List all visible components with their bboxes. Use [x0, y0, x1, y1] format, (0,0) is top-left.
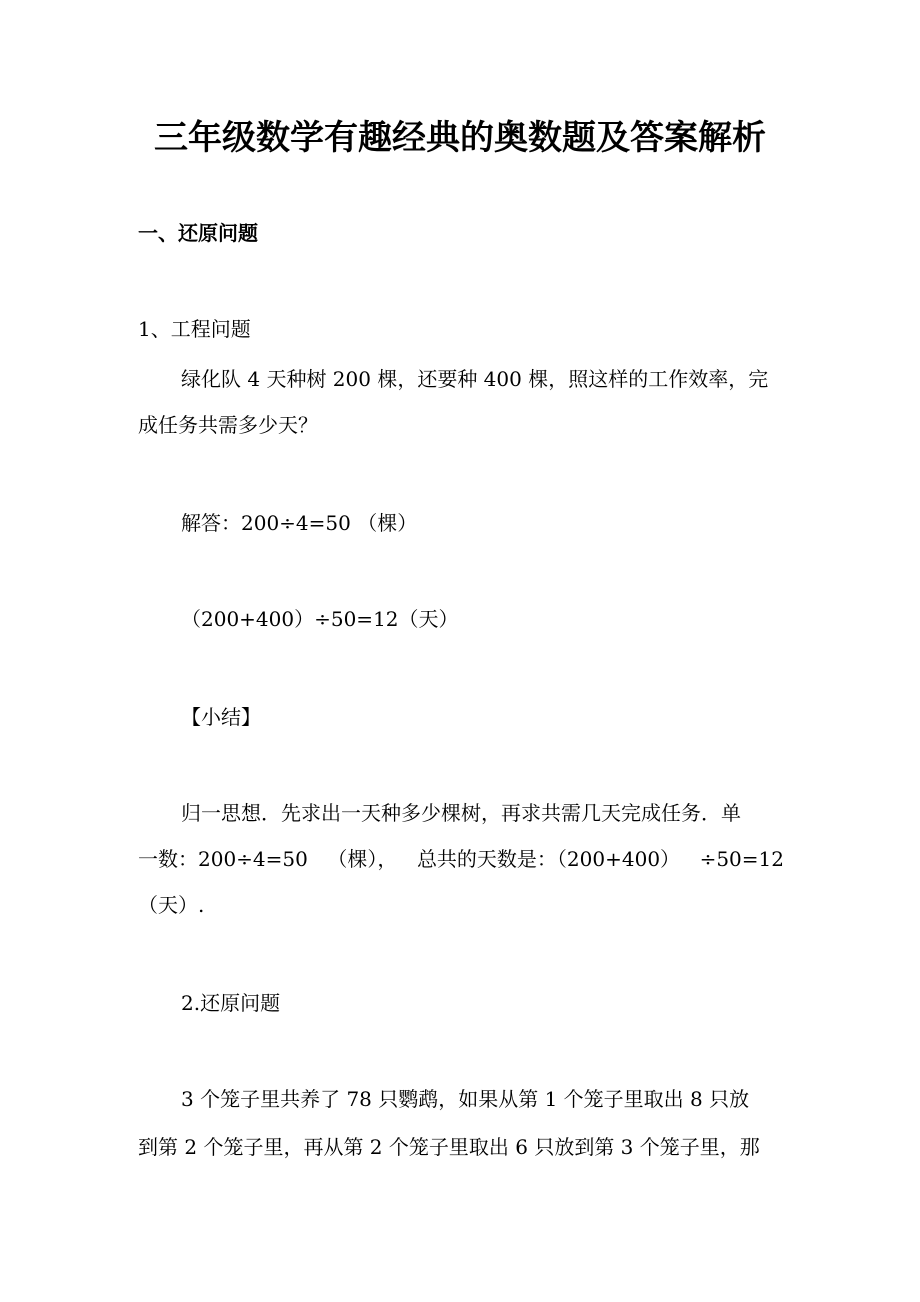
question-text-line: 成任务共需多少天？: [138, 413, 318, 437]
summary-segment: 一数：200÷4=50: [138, 847, 308, 871]
section-heading: 一、还原问题: [138, 221, 258, 245]
question-heading: 2.还原问题: [181, 991, 281, 1015]
document-title: 三年级数学有趣经典的奥数题及答案解析: [154, 118, 766, 158]
summary-label: 【小结】: [181, 705, 261, 729]
question-heading: 1、工程问题: [138, 317, 251, 341]
answer-line: （200+400）÷50=12（天）: [181, 607, 459, 631]
answer-line: 解答：200÷4=50 （棵）: [181, 511, 418, 535]
summary-text-line: [138, 846, 784, 872]
summary-text-line: 归一思想．先求出一天种多少棵树，再求共需几天完成任务．单: [181, 801, 741, 825]
summary-segment: ÷50=12: [699, 847, 784, 871]
summary-segment: （棵），: [327, 847, 398, 871]
question-text-line: 到第 2 个笼子里，再从第 2 个笼子里取出 6 只放到第 3 个笼子里，那: [138, 1135, 760, 1159]
question-text-line: 3 个笼子里共养了 78 只鹦鹉，如果从第 1 个笼子里取出 8 只放: [181, 1087, 750, 1111]
summary-segment: 总共的天数是：（200+400）: [416, 847, 681, 871]
question-text-line: 绿化队 4 天种树 200 棵，还要种 400 棵，照这样的工作效率，完: [181, 367, 769, 391]
summary-text-line: （天）.: [138, 893, 205, 917]
